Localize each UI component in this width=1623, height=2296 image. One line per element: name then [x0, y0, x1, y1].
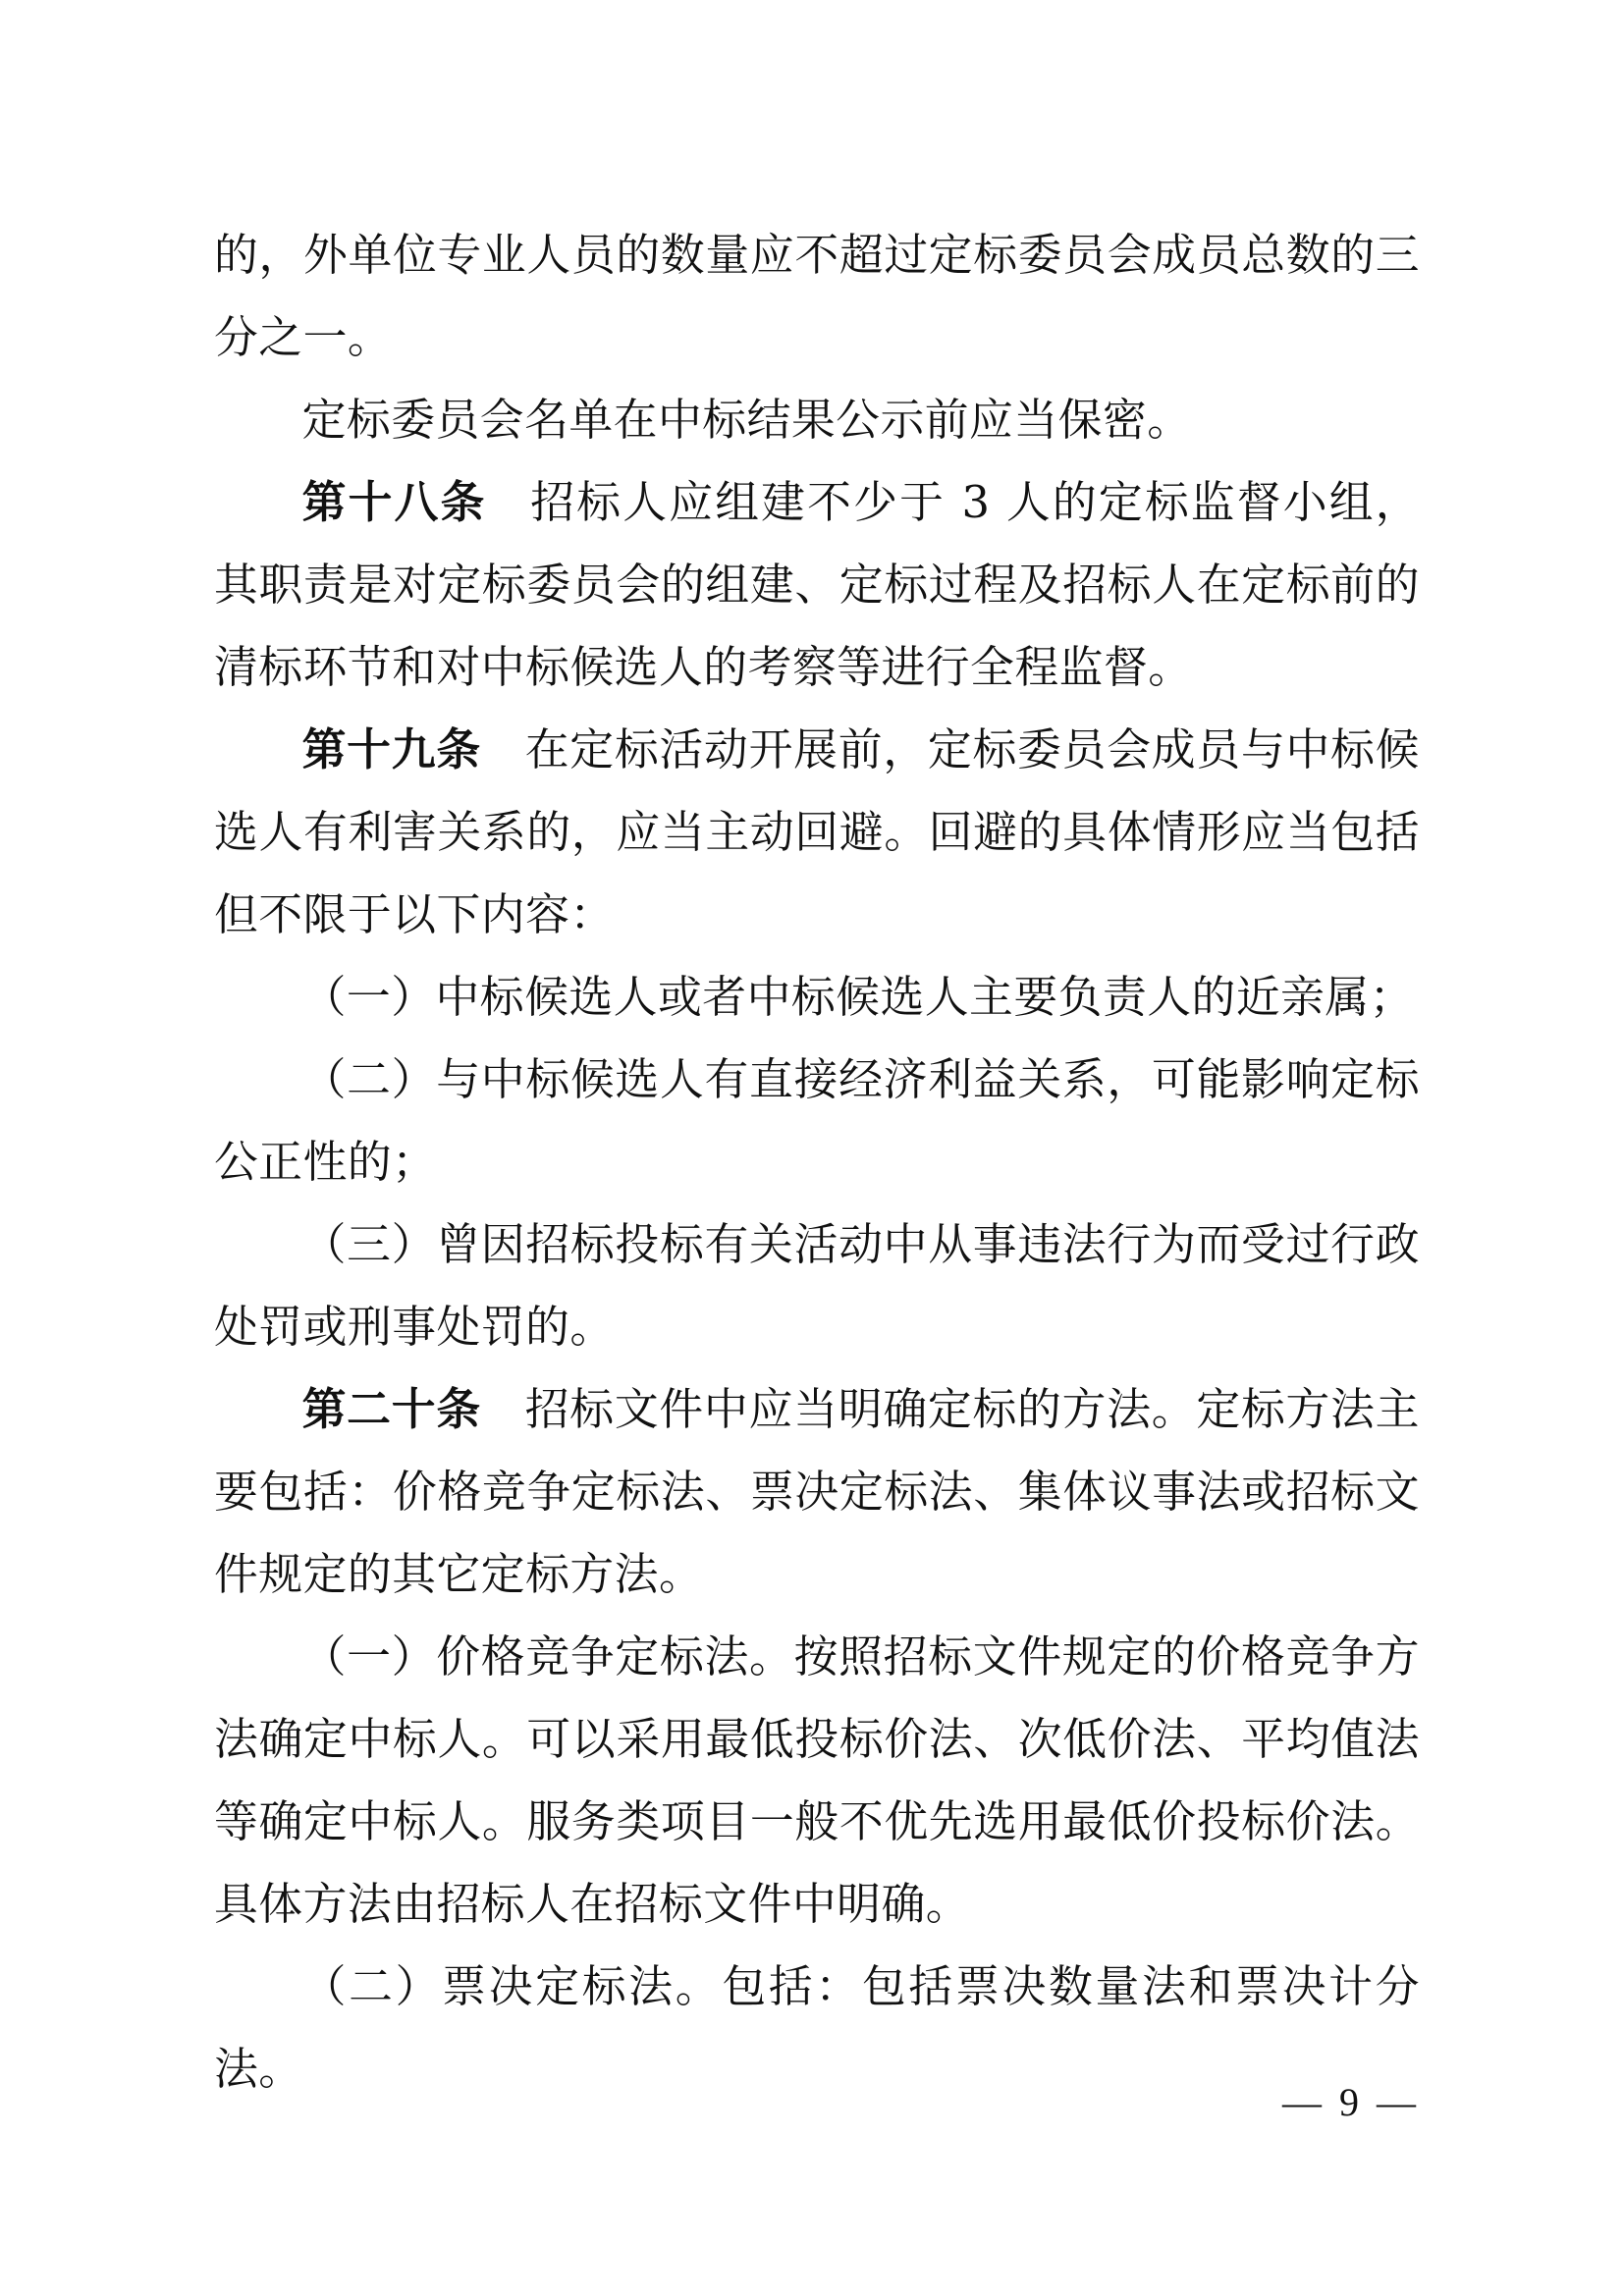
paragraph-text: （二）与中标候选人有直接经济利益关系，可能影响定标公正性的； [214, 1053, 1420, 1188]
article-label: 第十八条 [301, 476, 487, 528]
paragraph-confidentiality [214, 379, 1420, 461]
paragraph-text: 招标人应组建不少于 3 人的定标监督小组，其职责是对定标委员会的组建、定标过程及招标人在定标前的清标环节和对中标候选人的考察等进行全程监督。 [214, 476, 1420, 693]
paragraph-text: （一）中标候选人或者中标候选人主要负责人的近亲属； [301, 971, 1415, 1023]
paragraph-text: （二）票决定标法。包括：包括票决数量法和票决计分法。 [214, 1960, 1420, 2095]
paragraph-text: 招标文件中应当明确定标的方法。定标方法主要包括：价格竞争定标法、票决定标法、集体议事法或招标文件规定的其它定标方法。 [214, 1383, 1420, 1600]
method-voting [214, 1946, 1420, 2110]
article-19 [214, 709, 1420, 956]
paragraph-text: （三）曾因招标投标有关活动中从事违法行为而受过行政处罚或刑事处罚的。 [214, 1218, 1420, 1353]
paragraph-continuation [214, 214, 1420, 379]
page-number: — 9 — [1282, 2080, 1420, 2124]
article-label: 第二十条 [301, 1383, 481, 1435]
paragraph-text: （一）价格竞争定标法。按照招标文件规定的价格竞争方法确定中标人。可以采用最低投标价法、次低价法、平均值法等确定中标人。服务类项目一般不优先选用最低价投标价法。具体方法由招标人在招标文件中明确。 [214, 1630, 1420, 1930]
paragraph-text: 在定标活动开展前，定标委员会成员与中标候选人有利害关系的，应当主动回避。回避的具体情形应当包括但不限于以下内容： [214, 723, 1420, 940]
body-text [214, 214, 1420, 2110]
paragraph-text: 的，外单位专业人员的数量应不超过定标委员会成员总数的三分之一。 [214, 229, 1420, 363]
method-price-competition [214, 1616, 1420, 1946]
paragraph-text: 定标委员会名单在中标结果公示前应当保密。 [301, 394, 1192, 446]
article-18 [214, 461, 1420, 709]
article-label: 第十九条 [301, 723, 481, 775]
article-20 [214, 1368, 1420, 1616]
list-item-2 [214, 1039, 1420, 1203]
list-item-1 [214, 956, 1420, 1039]
list-item-3 [214, 1203, 1420, 1368]
